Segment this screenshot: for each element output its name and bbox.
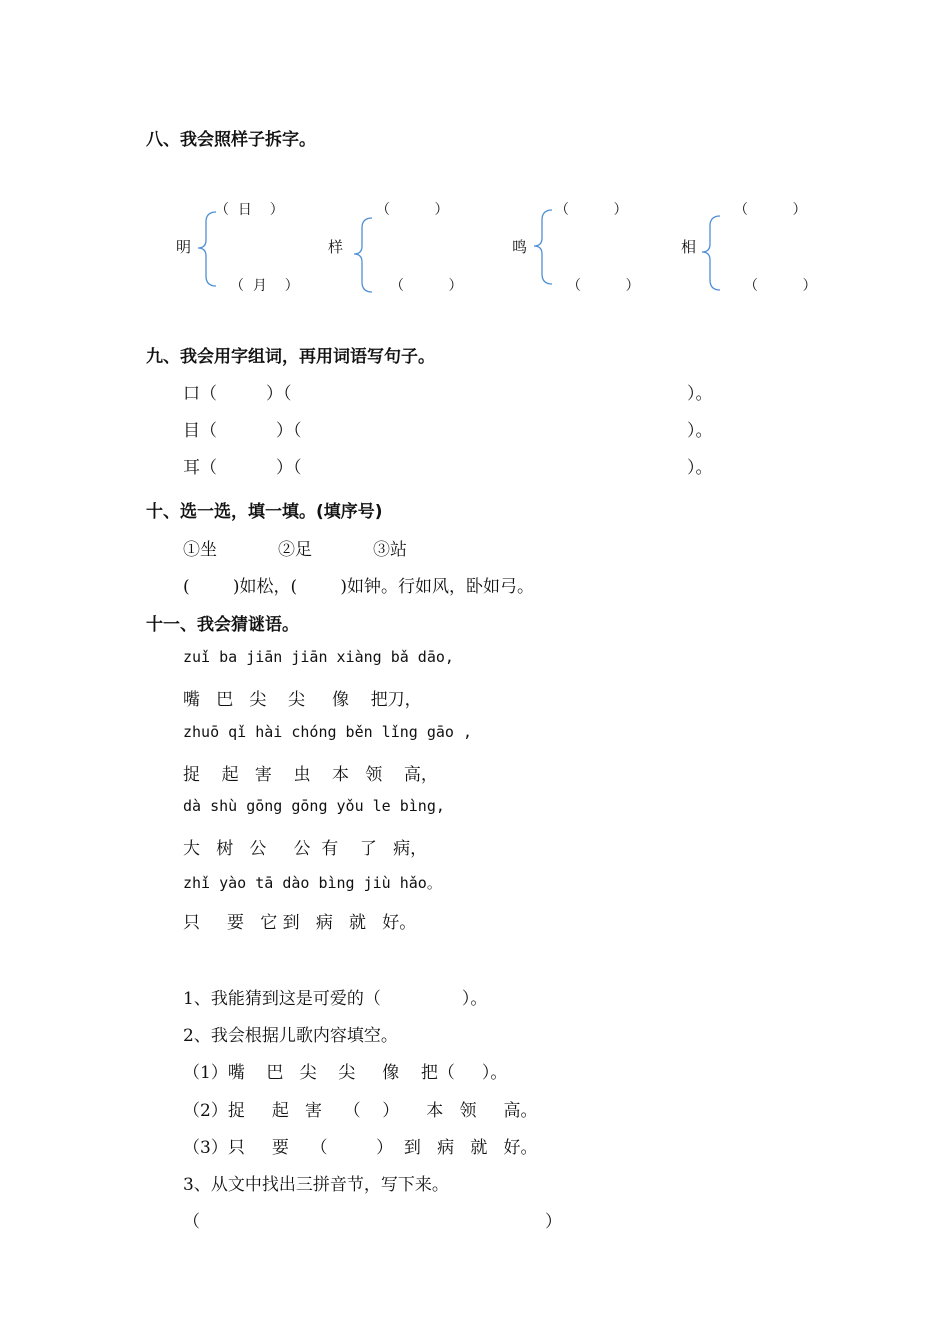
section-8-title: 八、我会照样子拆字。 xyxy=(146,130,316,150)
sentence-blank-close[interactable]: ）。 xyxy=(687,384,713,404)
question-2-item[interactable]: （2）捉 起 害 （ ） 本 领 高。 xyxy=(183,1101,538,1121)
riddle-hanzi-line: 只 要 它 到 病 就 好。 xyxy=(183,913,417,933)
split-top-blank[interactable]: （ ） xyxy=(734,202,807,218)
riddle-hanzi-line: 大 树 公 公 有 了 病， xyxy=(183,839,428,859)
split-top-blank[interactable]: （ ） xyxy=(555,202,628,218)
question-2: 2、我会根据儿歌内容填空。 xyxy=(183,1026,398,1046)
brace-icon xyxy=(700,214,722,292)
option-1: ①坐 xyxy=(183,540,217,560)
split-bottom-blank[interactable]: （ ） xyxy=(744,278,817,294)
word-row-char: 目（ xyxy=(183,421,217,441)
sentence-blank-close[interactable]: ）。 xyxy=(687,421,713,441)
split-bottom-blank[interactable]: （ 月 ） xyxy=(230,278,299,294)
word-row-char: 口（ xyxy=(183,384,217,404)
brace-icon xyxy=(352,216,374,294)
riddle-hanzi-line: 嘴 巴 尖 尖 像 把刀， xyxy=(183,690,422,710)
riddle-hanzi-line: 捉 起 害 虫 本 领 高， xyxy=(183,765,438,785)
word-row-char: 耳（ xyxy=(183,458,217,478)
section-9-title: 九、我会用字组词，再用词语写句子。 xyxy=(146,347,435,367)
split-top-blank[interactable]: （ 日 ） xyxy=(215,202,284,218)
split-char: 明 xyxy=(176,238,192,256)
sentence-blank-close[interactable]: ）。 xyxy=(687,458,713,478)
option-3: ③站 xyxy=(373,540,407,560)
split-bottom-blank[interactable]: （ ） xyxy=(567,278,640,294)
question-2-item[interactable]: （3）只 要 （ ） 到 病 就 好。 xyxy=(183,1138,538,1158)
word-blank-close[interactable]: ）（ xyxy=(276,421,302,441)
riddle-pinyin-line: zhǐ yào tā dào bìng jiù hǎo。 xyxy=(183,874,442,892)
brace-icon xyxy=(196,210,218,288)
split-top-blank[interactable]: （ ） xyxy=(376,202,449,218)
riddle-pinyin-line: dà shù gōng gōng yǒu le bìng, xyxy=(183,797,445,815)
fill-sentence[interactable]: ( )如松，( )如钟。行如风，卧如弓。 xyxy=(183,577,534,597)
section-10-title: 十、选一选，填一填。(填序号) xyxy=(146,502,383,522)
answer-blank-close[interactable]: ） xyxy=(545,1212,562,1232)
word-blank-close[interactable]: ）（ xyxy=(266,384,292,404)
riddle-pinyin-line: zuǐ ba jiān jiān xiàng bǎ dāo, xyxy=(183,648,454,666)
section-11-title: 十一、我会猜谜语。 xyxy=(146,615,299,635)
answer-blank-open[interactable]: （ xyxy=(183,1212,200,1232)
split-char: 相 xyxy=(681,238,697,256)
brace-icon xyxy=(532,208,554,286)
split-char: 样 xyxy=(328,238,344,256)
split-char: 鸣 xyxy=(512,238,528,256)
word-blank-close[interactable]: ）（ xyxy=(276,458,302,478)
option-2: ②足 xyxy=(278,540,312,560)
question-2-item[interactable]: （1）嘴 巴 尖 尖 像 把（ ）。 xyxy=(183,1063,508,1083)
question-3: 3、从文中找出三拼音节，写下来。 xyxy=(183,1175,449,1195)
question-1[interactable]: 1、我能猜到这是可爱的（ ）。 xyxy=(183,989,488,1009)
riddle-pinyin-line: zhuō qǐ hài chóng běn lǐng gāo , xyxy=(183,723,472,741)
split-bottom-blank[interactable]: （ ） xyxy=(390,278,463,294)
